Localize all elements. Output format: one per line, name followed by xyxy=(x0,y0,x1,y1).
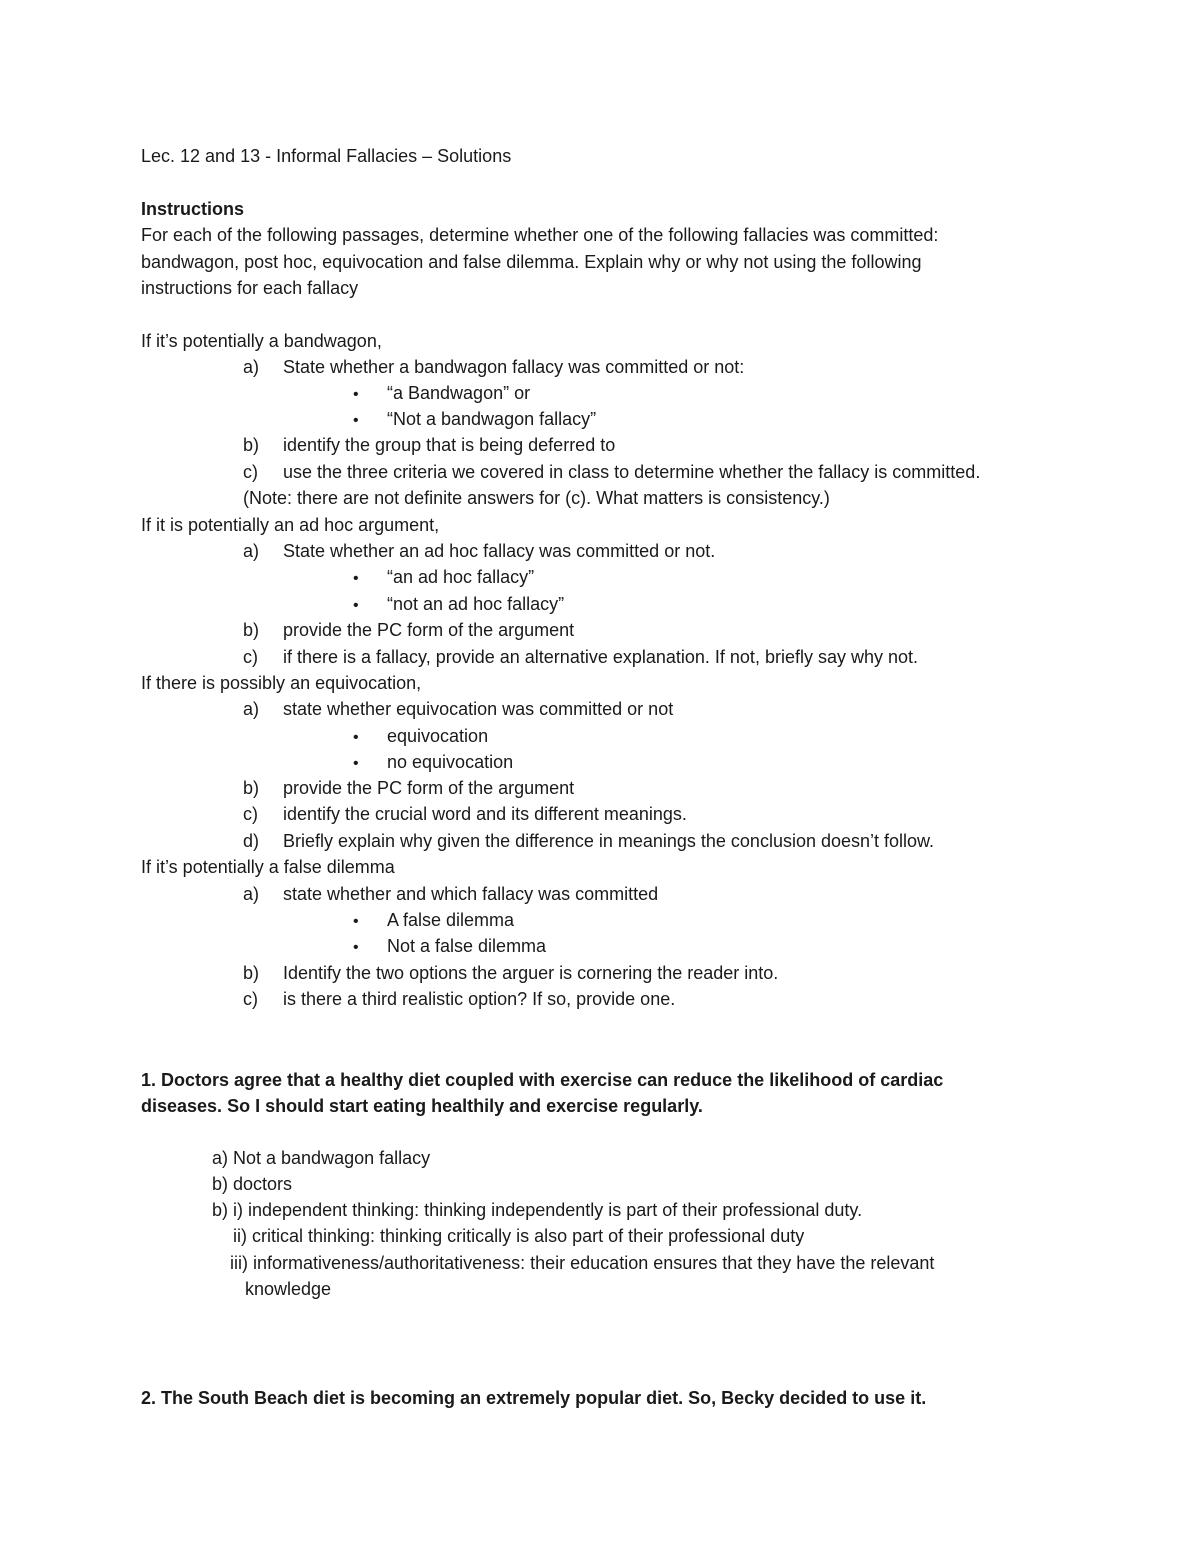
bullet-text: “a Bandwagon” or xyxy=(387,383,531,403)
bullet-item xyxy=(353,723,488,751)
item-text: is there a third realistic option? If so, provide one. xyxy=(283,989,676,1009)
bullet-icon: • xyxy=(353,570,359,587)
bullet-text: “an ad hoc fallacy” xyxy=(387,567,535,587)
section-heading-false-dilemma: If it’s potentially a false dilemma xyxy=(141,857,395,877)
item-marker: c) xyxy=(243,462,258,482)
bullet-item xyxy=(353,749,513,777)
list-item xyxy=(243,538,715,564)
list-item xyxy=(243,828,934,854)
list-item xyxy=(243,644,918,670)
item-text: identify the crucial word and its different meanings. xyxy=(283,804,687,824)
item-marker: c) xyxy=(243,647,258,667)
item-marker: c) xyxy=(243,804,258,824)
item-marker: a) xyxy=(243,699,260,719)
list-item xyxy=(243,459,980,485)
item-marker: b) xyxy=(243,620,260,640)
list-item xyxy=(243,986,675,1012)
answer-line: iii) informativeness/authoritativeness: their education ensures that they have the relevant xyxy=(230,1253,935,1273)
document-title: Lec. 12 and 13 - Informal Fallacies – Solutions xyxy=(141,146,512,166)
question-1-line: diseases. So I should start eating healthily and exercise regularly. xyxy=(141,1096,703,1116)
question-2-line: 2. The South Beach diet is becoming an extremely popular diet. So, Becky decided to use it. xyxy=(141,1388,927,1408)
item-text: Identify the two options the arguer is cornering the reader into. xyxy=(283,963,779,983)
bullet-icon: • xyxy=(353,939,359,956)
instructions-line: For each of the following passages, determine whether one of the following fallacies was committed: xyxy=(141,225,939,245)
item-marker: c) xyxy=(243,989,258,1009)
section-heading-bandwagon: If it’s potentially a bandwagon, xyxy=(141,331,382,351)
bullet-icon: • xyxy=(353,755,359,772)
list-item xyxy=(243,696,673,722)
answer-line: ii) critical thinking: thinking critically is also part of their professional duty xyxy=(233,1226,805,1246)
item-marker: a) xyxy=(243,357,260,377)
list-item xyxy=(243,775,574,801)
list-item xyxy=(243,881,658,907)
item-marker: a) xyxy=(243,884,260,904)
bullet-text: A false dilemma xyxy=(387,910,515,930)
item-text: Briefly explain why given the difference in meanings the conclusion doesn’t follow. xyxy=(283,831,935,851)
instructions-line: instructions for each fallacy xyxy=(141,278,359,298)
answer-line: b) doctors xyxy=(212,1174,293,1194)
item-text: state whether and which fallacy was committed xyxy=(283,884,659,904)
item-text: use the three criteria we covered in class to determine whether the fallacy is committed. xyxy=(283,462,981,482)
bullet-icon: • xyxy=(353,412,359,429)
bullet-text: Not a false dilemma xyxy=(387,936,547,956)
bullet-text: “Not a bandwagon fallacy” xyxy=(387,409,597,429)
bullet-item xyxy=(353,907,514,935)
bullet-text: equivocation xyxy=(387,726,489,746)
list-item xyxy=(243,617,574,643)
item-marker: b) xyxy=(243,435,260,455)
bullet-item xyxy=(353,564,534,592)
item-marker: b) xyxy=(243,778,260,798)
bullet-icon: • xyxy=(353,913,359,930)
item-text: provide the PC form of the argument xyxy=(283,778,575,798)
item-marker: b) xyxy=(243,963,260,983)
bullet-item xyxy=(353,591,564,619)
bullet-item xyxy=(353,406,596,434)
list-item xyxy=(243,354,744,380)
bullet-icon: • xyxy=(353,597,359,614)
bullet-icon: • xyxy=(353,386,359,403)
item-text: State whether a bandwagon fallacy was committed or not: xyxy=(283,357,745,377)
item-marker: a) xyxy=(243,541,260,561)
item-text: State whether an ad hoc fallacy was committed or not. xyxy=(283,541,716,561)
item-text: if there is a fallacy, provide an alternative explanation. If not, briefly say why not. xyxy=(283,647,919,667)
bullet-icon: • xyxy=(353,729,359,746)
answer-line: knowledge xyxy=(245,1279,332,1299)
list-item xyxy=(243,801,687,827)
item-text: identify the group that is being deferred to xyxy=(283,435,616,455)
instructions-line: bandwagon, post hoc, equivocation and false dilemma. Explain why or why not using the following xyxy=(141,252,922,272)
bullet-text: “not an ad hoc fallacy” xyxy=(387,594,565,614)
list-item xyxy=(243,960,778,986)
bullet-text: no equivocation xyxy=(387,752,514,772)
instructions-heading: Instructions xyxy=(141,199,245,219)
section-heading-equivocation: If there is possibly an equivocation, xyxy=(141,673,422,693)
answer-line: a) Not a bandwagon fallacy xyxy=(212,1148,431,1168)
list-item xyxy=(243,432,615,458)
item-marker: d) xyxy=(243,831,260,851)
item-text: state whether equivocation was committed or not xyxy=(283,699,674,719)
answer-line: b) i) independent thinking: thinking independently is part of their professional duty. xyxy=(212,1200,863,1220)
note-text: (Note: there are not definite answers for (c). What matters is consistency.) xyxy=(243,488,830,508)
bullet-item xyxy=(353,933,546,961)
bullet-item xyxy=(353,380,530,408)
section-heading-ad-hoc: If it is potentially an ad hoc argument, xyxy=(141,515,440,535)
question-1-line: 1. Doctors agree that a healthy diet coupled with exercise can reduce the likelihood of cardiac xyxy=(141,1070,944,1090)
item-text: provide the PC form of the argument xyxy=(283,620,575,640)
